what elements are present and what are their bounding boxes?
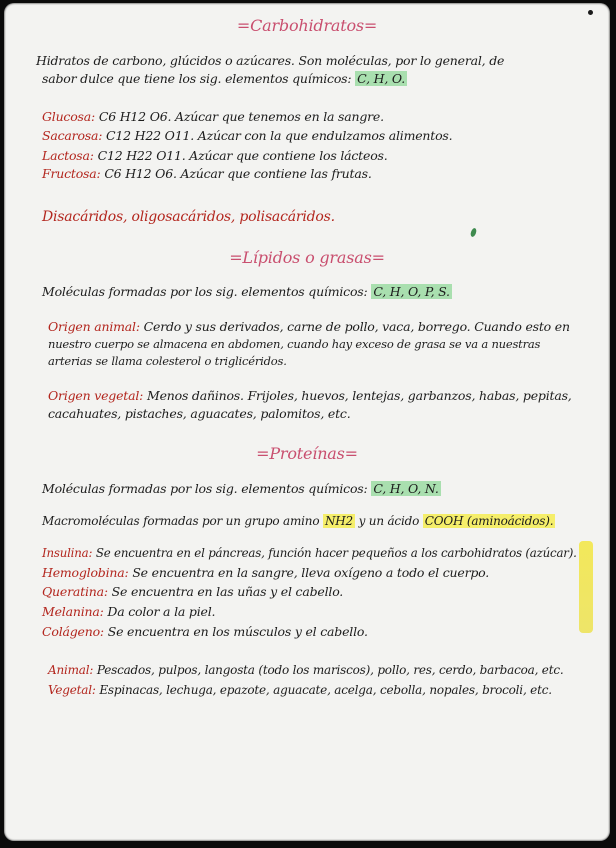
colageno-line bbox=[42, 624, 368, 639]
lipids-animal-line-3: arterias se llama colesterol o triglicéridos. bbox=[48, 354, 287, 368]
lipids-vegetal-line-1 bbox=[48, 388, 572, 403]
lipids-elements: C, H, O, P, S. bbox=[373, 284, 450, 299]
glucosa-line bbox=[42, 109, 384, 124]
lipids-intro-text: Moléculas formadas por los sig. elementos químicos: bbox=[42, 284, 368, 299]
colageno-text: Se encuentra en los músculos y el cabello. bbox=[107, 624, 368, 639]
lipids-intro-line bbox=[42, 284, 452, 299]
colageno-label: Colágeno: bbox=[42, 624, 104, 639]
notebook-page bbox=[4, 3, 610, 841]
glucosa-label: Glucosa: bbox=[42, 109, 96, 124]
melanina-label: Melanina: bbox=[42, 604, 104, 619]
section-title-carbohidratos: =Carbohidratos= bbox=[236, 16, 378, 35]
proteins-vegetal-line bbox=[48, 683, 552, 697]
hemoglobina-text: Se encuentra en la sangre, lleva oxígeno a todo el cuerpo. bbox=[132, 565, 490, 580]
acid-group: COOH (aminoácidos). bbox=[424, 514, 554, 528]
ink-mark bbox=[470, 227, 478, 237]
proteins-macro-text-2: y un ácido bbox=[358, 514, 420, 528]
sacarosa-label: Sacarosa: bbox=[42, 128, 103, 143]
ink-dot bbox=[588, 10, 593, 15]
lipids-vegetal-text-1: Menos dañinos. Frijoles, huevos, lentejas, garbanzos, habas, pepitas, bbox=[146, 388, 572, 403]
carbs-intro-text: sabor dulce que tiene los sig. elementos químicos: bbox=[42, 71, 352, 86]
insulina-text: Se encuentra en el páncreas, función hacer pequeños a los carbohidratos (azúcar). bbox=[95, 546, 577, 560]
fructosa-text: C6 H12 O6. Azúcar que contiene las frutas. bbox=[104, 166, 372, 181]
insulina-line bbox=[42, 546, 577, 560]
sacarosa-text: C12 H22 O11. Azúcar con la que endulzamos alimentos. bbox=[106, 128, 453, 143]
melanina-text: Da color a la piel. bbox=[107, 604, 216, 619]
carbs-intro-line-1: Hidratos de carbono, glúcidos o azúcares. Son moléculas, por lo general, de bbox=[36, 53, 505, 68]
section-title-proteinas: =Proteínas= bbox=[256, 444, 358, 463]
queratina-line bbox=[42, 584, 343, 599]
highlighter-mark bbox=[579, 541, 593, 633]
hemoglobina-label: Hemoglobina: bbox=[42, 565, 129, 580]
queratina-text: Se encuentra en las uñas y el cabello. bbox=[111, 584, 344, 599]
proteins-vegetal-label: Vegetal: bbox=[48, 683, 96, 697]
proteins-macro-line bbox=[42, 514, 555, 528]
proteins-intro-text: Moléculas formadas por los sig. elementos químicos: bbox=[42, 481, 368, 496]
proteins-elements: C, H, O, N. bbox=[373, 481, 439, 496]
carbs-intro-line-2 bbox=[42, 71, 407, 86]
fructosa-line bbox=[42, 166, 372, 181]
lipids-animal-line-2: nuestro cuerpo se almacena en abdomen, cuando hay exceso de grasa se va a nuestras bbox=[48, 337, 541, 351]
proteins-animal-label: Animal: bbox=[48, 663, 94, 677]
fructosa-label: Fructosa: bbox=[42, 166, 101, 181]
proteins-vegetal-text: Espinacas, lechuga, epazote, aguacate, acelga, cebolla, nopales, brocoli, etc. bbox=[99, 683, 552, 697]
melanina-line bbox=[42, 604, 215, 619]
amino-group: NH2 bbox=[324, 514, 353, 528]
lactosa-line bbox=[42, 148, 388, 163]
lipids-animal-line-1 bbox=[48, 319, 570, 334]
lipids-animal-label: Origen animal: bbox=[48, 319, 140, 334]
lipids-animal-text-1: Cerdo y sus derivados, carne de pollo, vaca, borrego. Cuando esto en bbox=[143, 319, 570, 334]
hemoglobina-line bbox=[42, 565, 489, 580]
proteins-animal-text: Pescados, pulpos, langosta (todo los mariscos), pollo, res, cerdo, barbacoa, etc. bbox=[96, 663, 564, 677]
lipids-vegetal-label: Origen vegetal: bbox=[48, 388, 144, 403]
section-title-lipidos: =Lípidos o grasas= bbox=[229, 248, 385, 267]
insulina-label: Insulina: bbox=[42, 546, 93, 560]
carbs-elements: C, H, O. bbox=[357, 71, 405, 86]
proteins-macro-text-1: Macromoléculas formadas por un grupo amino bbox=[42, 514, 320, 528]
glucosa-text: C6 H12 O6. Azúcar que tenemos en la sangre. bbox=[98, 109, 384, 124]
lactosa-text: C12 H22 O11. Azúcar que contiene los lácteos. bbox=[97, 148, 388, 163]
proteins-animal-line bbox=[48, 663, 563, 677]
sacarosa-line bbox=[42, 128, 452, 143]
proteins-intro-line bbox=[42, 481, 441, 496]
lipids-vegetal-line-2: cacahuates, pistaches, aguacates, palomitos, etc. bbox=[48, 406, 351, 421]
carbs-types: Disacáridos, oligosacáridos, polisacáridos. bbox=[42, 209, 335, 225]
lactosa-label: Lactosa: bbox=[42, 148, 94, 163]
queratina-label: Queratina: bbox=[42, 584, 108, 599]
